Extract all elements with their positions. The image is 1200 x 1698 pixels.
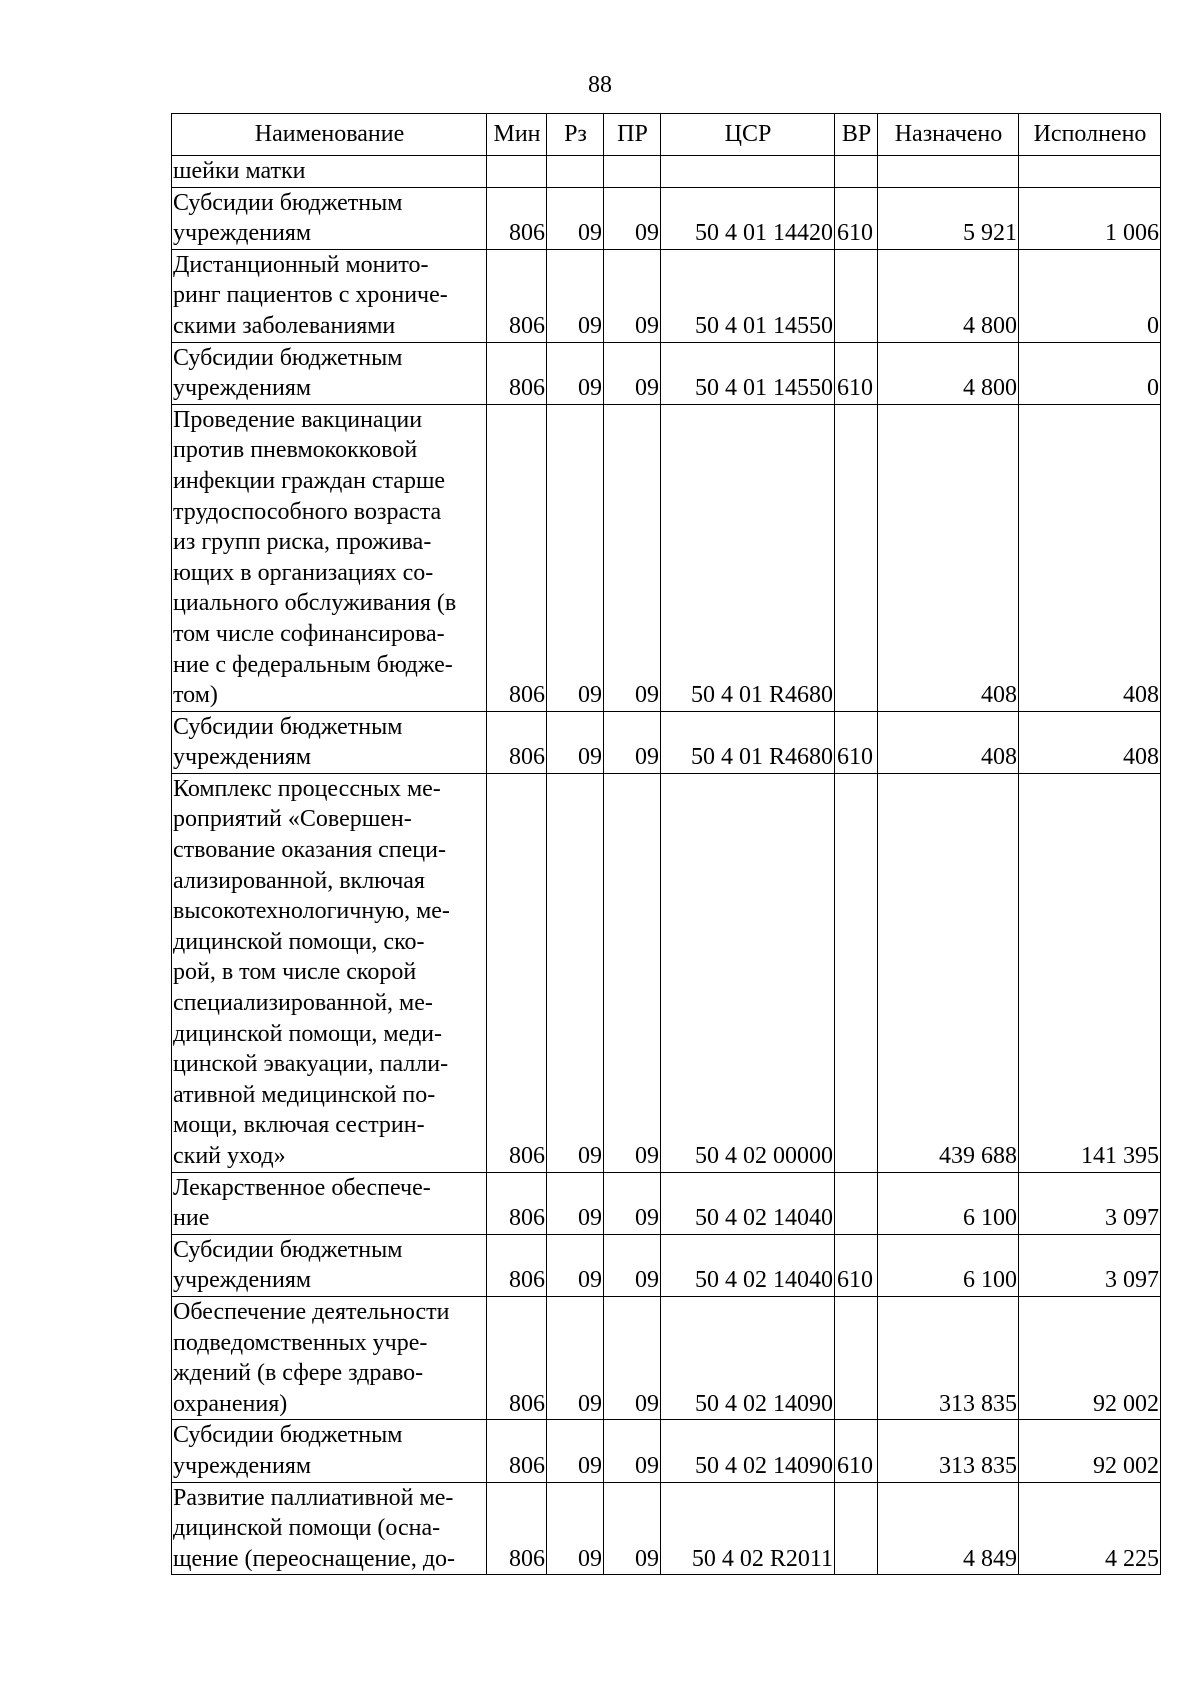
cell-min: 806 bbox=[487, 342, 547, 404]
cell-csr: 50 4 01 R4680 bbox=[661, 404, 835, 711]
cell-rz: 09 bbox=[547, 1296, 604, 1419]
cell-name: шейки матки bbox=[172, 156, 487, 188]
cell-naznacheno: 408 bbox=[878, 711, 1019, 773]
cell-ispolneno: 3 097 bbox=[1019, 1172, 1161, 1234]
cell-vr bbox=[835, 404, 878, 711]
cell-vr bbox=[835, 1296, 878, 1419]
cell-rz: 09 bbox=[547, 1172, 604, 1234]
cell-csr: 50 4 02 14040 bbox=[661, 1172, 835, 1234]
header-ispolneno: Исполнено bbox=[1019, 114, 1161, 156]
cell-csr: 50 4 01 14550 bbox=[661, 342, 835, 404]
header-rz: Рз bbox=[547, 114, 604, 156]
cell-name: Субсидии бюджетным учреждениям bbox=[172, 187, 487, 249]
header-name: Наименование bbox=[172, 114, 487, 156]
header-csr: ЦСР bbox=[661, 114, 835, 156]
cell-name: Субсидии бюджетным учреждениям bbox=[172, 342, 487, 404]
cell-vr bbox=[835, 1482, 878, 1575]
table-body bbox=[172, 156, 1161, 1575]
cell-vr bbox=[835, 249, 878, 342]
cell-min: 806 bbox=[487, 1234, 547, 1296]
cell-rz: 09 bbox=[547, 1234, 604, 1296]
cell-pr: 09 bbox=[604, 1234, 661, 1296]
cell-csr: 50 4 01 R4680 bbox=[661, 711, 835, 773]
cell-naznacheno: 5 921 bbox=[878, 187, 1019, 249]
cell-ispolneno: 141 395 bbox=[1019, 773, 1161, 1172]
cell-vr: 610 bbox=[835, 1234, 878, 1296]
table-row bbox=[172, 1420, 1161, 1482]
cell-min: 806 bbox=[487, 187, 547, 249]
cell-min: 806 bbox=[487, 404, 547, 711]
cell-min: 806 bbox=[487, 1482, 547, 1575]
cell-min: 806 bbox=[487, 1420, 547, 1482]
cell-vr: 610 bbox=[835, 187, 878, 249]
cell-naznacheno: 4 800 bbox=[878, 342, 1019, 404]
cell-vr bbox=[835, 156, 878, 188]
cell-csr: 50 4 02 14040 bbox=[661, 1234, 835, 1296]
cell-rz: 09 bbox=[547, 1482, 604, 1575]
cell-naznacheno: 313 835 bbox=[878, 1420, 1019, 1482]
table-row bbox=[172, 1296, 1161, 1419]
cell-name: Комплекс процессных ме- роприятий «Совершен- ствование оказания специ- ализированной, включая высокотехнологичную, ме- дицинской помощи, ско- рой, в том числе скорой специализированной, ме- дицинской помощи, меди- цинской эвакуации, палли- ативной медицинской по- мощи, включая сестрин- ский уход» bbox=[172, 773, 487, 1172]
cell-name: Субсидии бюджетным учреждениям bbox=[172, 1420, 487, 1482]
cell-min: 806 bbox=[487, 711, 547, 773]
cell-rz: 09 bbox=[547, 249, 604, 342]
cell-min: 806 bbox=[487, 1172, 547, 1234]
cell-name: Субсидии бюджетным учреждениям bbox=[172, 711, 487, 773]
cell-csr: 50 4 01 14420 bbox=[661, 187, 835, 249]
cell-min bbox=[487, 156, 547, 188]
cell-rz: 09 bbox=[547, 404, 604, 711]
cell-name: Развитие паллиативной ме- дицинской помощи (осна- щение (переоснащение, до- bbox=[172, 1482, 487, 1575]
cell-pr: 09 bbox=[604, 1420, 661, 1482]
table-row bbox=[172, 187, 1161, 249]
cell-vr: 610 bbox=[835, 711, 878, 773]
cell-csr: 50 4 02 R2011 bbox=[661, 1482, 835, 1575]
table-row bbox=[172, 342, 1161, 404]
cell-csr: 50 4 01 14550 bbox=[661, 249, 835, 342]
cell-ispolneno: 408 bbox=[1019, 711, 1161, 773]
cell-ispolneno: 4 225 bbox=[1019, 1482, 1161, 1575]
table-header bbox=[172, 114, 1161, 156]
table-row bbox=[172, 249, 1161, 342]
cell-pr: 09 bbox=[604, 342, 661, 404]
cell-csr: 50 4 02 00000 bbox=[661, 773, 835, 1172]
cell-naznacheno: 6 100 bbox=[878, 1234, 1019, 1296]
cell-ispolneno bbox=[1019, 156, 1161, 188]
table-row bbox=[172, 1172, 1161, 1234]
cell-vr: 610 bbox=[835, 342, 878, 404]
table-row bbox=[172, 773, 1161, 1172]
cell-ispolneno: 92 002 bbox=[1019, 1420, 1161, 1482]
cell-vr bbox=[835, 773, 878, 1172]
cell-name: Проведение вакцинации против пневмококковой инфекции граждан старше трудоспособного возраста из групп риска, прожива- ющих в организациях со- циального обслуживания (в том числе софинансирова- ние с федеральным бюдже- том) bbox=[172, 404, 487, 711]
cell-name: Дистанционный монито- ринг пациентов с хрониче- скими заболеваниями bbox=[172, 249, 487, 342]
cell-pr: 09 bbox=[604, 249, 661, 342]
page-number: 88 bbox=[588, 72, 612, 98]
cell-name: Субсидии бюджетным учреждениям bbox=[172, 1234, 487, 1296]
cell-pr: 09 bbox=[604, 404, 661, 711]
cell-min: 806 bbox=[487, 249, 547, 342]
cell-rz: 09 bbox=[547, 342, 604, 404]
cell-naznacheno: 4 800 bbox=[878, 249, 1019, 342]
cell-rz: 09 bbox=[547, 773, 604, 1172]
table-row bbox=[172, 1234, 1161, 1296]
cell-naznacheno: 439 688 bbox=[878, 773, 1019, 1172]
cell-ispolneno: 3 097 bbox=[1019, 1234, 1161, 1296]
header-naznacheno: Назначено bbox=[878, 114, 1019, 156]
cell-min: 806 bbox=[487, 1296, 547, 1419]
cell-pr bbox=[604, 156, 661, 188]
cell-csr: 50 4 02 14090 bbox=[661, 1420, 835, 1482]
table-row bbox=[172, 1482, 1161, 1575]
cell-naznacheno: 6 100 bbox=[878, 1172, 1019, 1234]
table-row bbox=[172, 711, 1161, 773]
cell-rz: 09 bbox=[547, 187, 604, 249]
cell-name: Лекарственное обеспече- ние bbox=[172, 1172, 487, 1234]
cell-ispolneno: 0 bbox=[1019, 249, 1161, 342]
header-pr: ПР bbox=[604, 114, 661, 156]
cell-ispolneno: 0 bbox=[1019, 342, 1161, 404]
cell-csr bbox=[661, 156, 835, 188]
cell-rz: 09 bbox=[547, 711, 604, 773]
cell-pr: 09 bbox=[604, 187, 661, 249]
cell-min: 806 bbox=[487, 773, 547, 1172]
header-row bbox=[172, 114, 1161, 156]
cell-rz: 09 bbox=[547, 1420, 604, 1482]
cell-naznacheno: 4 849 bbox=[878, 1482, 1019, 1575]
cell-csr: 50 4 02 14090 bbox=[661, 1296, 835, 1419]
cell-naznacheno: 313 835 bbox=[878, 1296, 1019, 1419]
cell-name: Обеспечение деятельности подведомственных учре- ждений (в сфере здраво- охранения) bbox=[172, 1296, 487, 1419]
header-vr: ВР bbox=[835, 114, 878, 156]
cell-naznacheno: 408 bbox=[878, 404, 1019, 711]
cell-vr: 610 bbox=[835, 1420, 878, 1482]
cell-ispolneno: 408 bbox=[1019, 404, 1161, 711]
cell-pr: 09 bbox=[604, 1296, 661, 1419]
cell-rz bbox=[547, 156, 604, 188]
cell-pr: 09 bbox=[604, 1172, 661, 1234]
cell-pr: 09 bbox=[604, 711, 661, 773]
cell-pr: 09 bbox=[604, 1482, 661, 1575]
table-row bbox=[172, 156, 1161, 188]
budget-table bbox=[171, 113, 1161, 1575]
cell-ispolneno: 92 002 bbox=[1019, 1296, 1161, 1419]
table-row bbox=[172, 404, 1161, 711]
header-min: Мин bbox=[487, 114, 547, 156]
cell-ispolneno: 1 006 bbox=[1019, 187, 1161, 249]
cell-pr: 09 bbox=[604, 773, 661, 1172]
cell-naznacheno bbox=[878, 156, 1019, 188]
cell-vr bbox=[835, 1172, 878, 1234]
